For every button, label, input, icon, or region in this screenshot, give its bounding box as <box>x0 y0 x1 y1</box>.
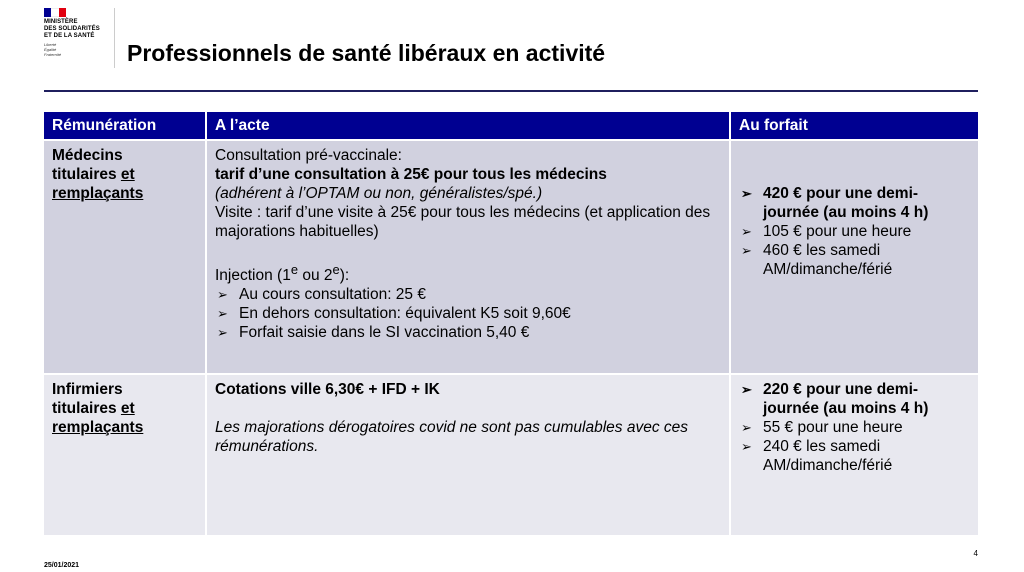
list-item: ➢ En dehors consultation: équivalent K5 soit 9,60€ <box>215 304 721 323</box>
ministry-logo <box>44 8 116 68</box>
footer-date: 25/01/2021 <box>44 562 80 569</box>
title-rule <box>44 90 978 92</box>
table-row-infirmiers <box>44 374 978 535</box>
list-item: ➢ Au cours consultation: 25 € <box>215 285 721 304</box>
header-acte: A l’acte <box>206 112 730 140</box>
list-item: ➢ 55 € pour une heure <box>739 418 970 437</box>
acte-infirmiers <box>206 374 730 535</box>
list-item: ➢ 460 € les samedi AM/dimanche/férié <box>739 241 970 279</box>
role-infirmiers: Infirmiers titulaires et remplaçants <box>44 374 206 535</box>
forfait-infirmiers <box>730 374 978 535</box>
logo-divider <box>114 8 115 68</box>
header-remuneration: Rémunération <box>44 112 206 140</box>
cotations-text: Cotations ville 6,30€ + IFD + IK <box>215 381 440 398</box>
role-medecins: Médecins titulaires et remplaçants <box>44 140 206 374</box>
republic-motto: Liberté Égalité Fraternité <box>44 42 62 57</box>
majorations-text: Les majorations dérogatoires covid ne sont pas cumulables avec ces rémunérations. <box>215 419 689 455</box>
forfait-medecins <box>730 140 978 374</box>
ministry-name: MINISTÈRE DES SOLIDARITÉS ET DE LA SANTÉ <box>44 19 100 39</box>
consult-tarif: tarif d’une consultation à 25€ pour tous les médecins <box>215 166 607 183</box>
french-flag-icon <box>44 8 66 17</box>
table-header-row <box>44 112 978 140</box>
injection-list <box>215 285 721 342</box>
acte-medecins <box>206 140 730 374</box>
table-row-medecins <box>44 140 978 374</box>
forfait-list-infirmiers <box>739 380 970 475</box>
list-item: ➢ 105 € pour une heure <box>739 222 970 241</box>
list-item: ➢ 220 € pour une demi-journée (au moins 4 h) <box>739 380 970 418</box>
visite-text: Visite : tarif d’une visite à 25€ pour tous les médecins (et application des majorations habituelles) <box>215 204 711 240</box>
remuneration-table <box>44 112 978 535</box>
list-item: ➢ Forfait saisie dans le SI vaccination 5,40 € <box>215 323 721 342</box>
page-title: Professionnels de santé libéraux en activité <box>127 40 606 66</box>
forfait-list-medecins <box>739 184 970 279</box>
consult-label: Consultation pré-vaccinale: <box>215 147 402 164</box>
consult-note: (adhérent à l’OPTAM ou non, généralistes/spé.) <box>215 185 543 202</box>
injection-label: Injection (1e ou 2e): <box>215 262 350 285</box>
page-number: 4 <box>973 549 978 558</box>
list-item: ➢ 420 € pour une demi-journée (au moins 4 h) <box>739 184 970 222</box>
header-forfait: Au forfait <box>730 112 978 140</box>
list-item: ➢ 240 € les samedi AM/dimanche/férié <box>739 437 970 475</box>
